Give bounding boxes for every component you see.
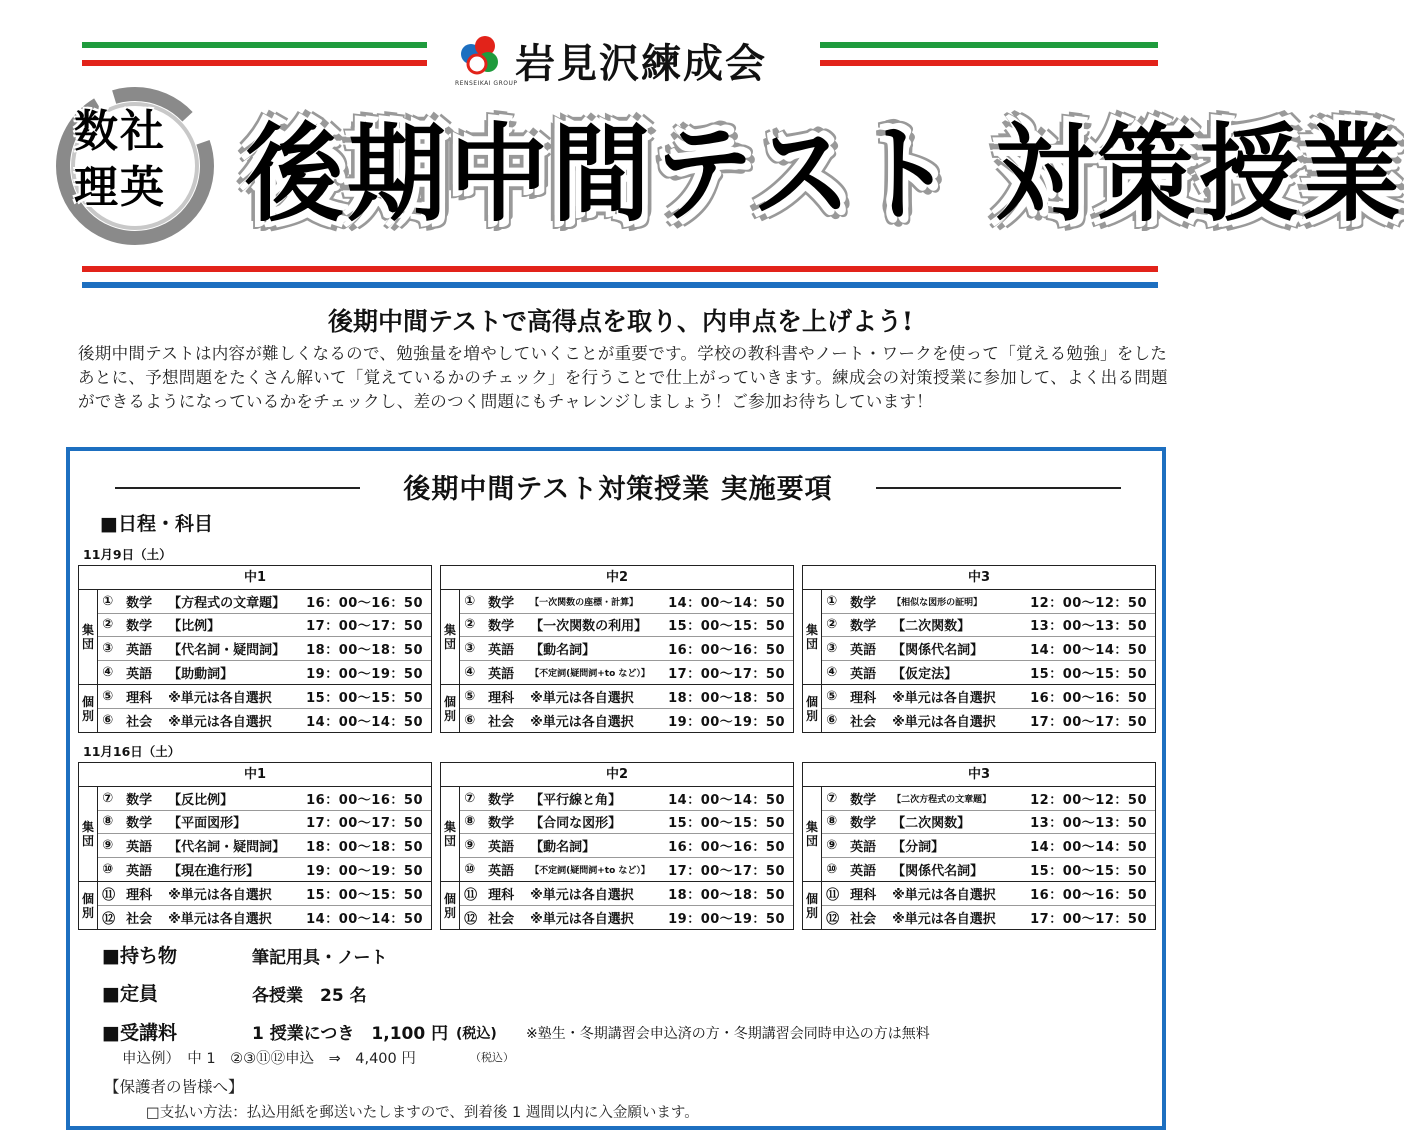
lesson-unit: ※単元は各自選択 bbox=[892, 714, 996, 730]
grade-header: 中3 bbox=[803, 763, 1155, 787]
lesson-time: 19：00～19：50 bbox=[306, 666, 423, 682]
lesson-time: 15：00～15：50 bbox=[306, 690, 423, 706]
lesson-time: 12：00～12：50 bbox=[1030, 595, 1147, 611]
lesson-time: 15：00～15：50 bbox=[668, 816, 785, 832]
lesson-unit: ※単元は各自選択 bbox=[168, 714, 272, 730]
org-logo bbox=[455, 30, 795, 90]
lesson-subject: 英語 bbox=[126, 839, 153, 855]
lesson-rows bbox=[460, 590, 793, 684]
lesson-subject: 社会 bbox=[850, 911, 877, 927]
lesson-row bbox=[460, 685, 793, 709]
individual-side-label: 個 別 bbox=[79, 685, 98, 732]
group-side-label: 集 団 bbox=[803, 787, 822, 881]
individual-lessons bbox=[803, 881, 1155, 929]
lesson-time: 17：00～17：50 bbox=[668, 666, 785, 682]
lesson-unit: ※単元は各自選択 bbox=[530, 911, 634, 927]
lesson-number: ④ bbox=[826, 664, 838, 680]
lesson-row bbox=[822, 906, 1155, 930]
lesson-subject: 社会 bbox=[126, 714, 153, 730]
lesson-time: 17：00～17：50 bbox=[1030, 714, 1147, 730]
lesson-number: ③ bbox=[464, 640, 476, 656]
group-lessons bbox=[803, 787, 1155, 881]
lesson-time: 13：00～13：50 bbox=[1030, 816, 1147, 832]
lesson-row bbox=[98, 811, 431, 835]
lesson-time: 14：00～14：50 bbox=[668, 792, 785, 808]
lesson-unit: 【分詞】 bbox=[892, 839, 945, 855]
lesson-time: 16：00～16：50 bbox=[1030, 887, 1147, 903]
lesson-row bbox=[822, 811, 1155, 835]
lesson-subject: 理科 bbox=[126, 887, 153, 903]
lesson-unit: 【代名詞・疑問詞】 bbox=[168, 839, 286, 855]
header-stripe-red-left bbox=[82, 60, 427, 66]
schedule-table bbox=[802, 762, 1156, 930]
lesson-unit: 【合同な図形】 bbox=[530, 816, 622, 832]
lesson-number: ⑦ bbox=[464, 790, 476, 806]
lesson-number: ② bbox=[102, 617, 114, 633]
lesson-subject: 英語 bbox=[488, 839, 515, 855]
lesson-row bbox=[822, 858, 1155, 882]
lesson-row bbox=[98, 858, 431, 882]
capacity-value: 各授業 25 名 bbox=[252, 986, 367, 1006]
group-side-label: 集 団 bbox=[803, 590, 822, 684]
lesson-time: 17：00～17：50 bbox=[668, 863, 785, 879]
lesson-rows bbox=[98, 787, 431, 881]
lesson-subject: 英語 bbox=[850, 666, 877, 682]
individual-side-label: 個 別 bbox=[441, 882, 460, 929]
lesson-row bbox=[460, 882, 793, 906]
grade-header: 中1 bbox=[79, 566, 431, 590]
lesson-number: ⑦ bbox=[102, 790, 114, 806]
group-lessons bbox=[441, 590, 793, 684]
lesson-row bbox=[822, 590, 1155, 614]
lesson-number: ⑧ bbox=[464, 814, 476, 830]
lesson-time: 15：00～15：50 bbox=[1030, 863, 1147, 879]
lesson-number: ① bbox=[464, 593, 476, 609]
lesson-unit: 【動名詞】 bbox=[530, 839, 596, 855]
header-stripe-green-left bbox=[82, 42, 427, 48]
lesson-subject: 英語 bbox=[850, 642, 877, 658]
lesson-rows bbox=[460, 787, 793, 881]
lesson-unit: 【不定詞(疑問詞+to など）】 bbox=[530, 865, 650, 876]
lesson-row bbox=[460, 906, 793, 930]
group-side-label: 集 団 bbox=[79, 787, 98, 881]
lesson-time: 19：00～19：50 bbox=[306, 863, 423, 879]
lesson-number: ⑪ bbox=[464, 887, 478, 903]
lesson-time: 18：00～18：50 bbox=[306, 839, 423, 855]
lesson-time: 12：00～12：50 bbox=[1030, 792, 1147, 808]
lesson-subject: 数学 bbox=[850, 792, 877, 808]
lesson-time: 16：00～16：50 bbox=[306, 792, 423, 808]
lesson-unit: 【比例】 bbox=[168, 619, 221, 635]
lesson-row bbox=[98, 834, 431, 858]
fee-tax: (税込) bbox=[456, 1026, 497, 1042]
lesson-number: ⑪ bbox=[102, 887, 116, 903]
lesson-number: ② bbox=[826, 617, 838, 633]
lesson-time: 16：00～16：50 bbox=[668, 839, 785, 855]
schedule-table bbox=[440, 762, 794, 930]
lesson-unit: 【相似な図形の証明】 bbox=[892, 597, 983, 608]
lesson-subject: 数学 bbox=[488, 595, 515, 611]
lesson-number: ⑩ bbox=[102, 861, 114, 877]
lesson-unit: ※単元は各自選択 bbox=[530, 887, 634, 903]
lesson-number: ⑫ bbox=[102, 911, 116, 927]
lesson-number: ⑫ bbox=[826, 911, 840, 927]
fee-label: ■受講料 bbox=[102, 1022, 177, 1044]
lesson-time: 17：00～17：50 bbox=[306, 816, 423, 832]
lesson-subject: 英語 bbox=[126, 863, 153, 879]
lesson-row bbox=[460, 661, 793, 685]
group-side-label: 集 団 bbox=[79, 590, 98, 684]
lesson-unit: 【二次方程式の文章題】 bbox=[892, 794, 992, 805]
lesson-subject: 数学 bbox=[126, 595, 153, 611]
lesson-unit: 【関係代名詞】 bbox=[892, 642, 984, 658]
individual-side-label: 個 別 bbox=[803, 685, 822, 732]
page-title: 後期中間テスト 対策授業 bbox=[245, 113, 1404, 236]
lesson-number: ⑧ bbox=[102, 814, 114, 830]
lesson-subject: 数学 bbox=[126, 792, 153, 808]
lesson-time: 16：00～16：50 bbox=[668, 642, 785, 658]
lesson-row bbox=[98, 709, 431, 733]
lesson-unit: 【一次関数の利用】 bbox=[530, 619, 648, 635]
lesson-time: 17：00～17：50 bbox=[1030, 911, 1147, 927]
capacity-label: ■定員 bbox=[102, 983, 158, 1005]
lesson-rows bbox=[822, 685, 1155, 732]
lesson-time: 15：00～15：50 bbox=[668, 619, 785, 635]
lesson-unit: 【平面図形】 bbox=[168, 816, 247, 832]
lesson-unit: ※単元は各自選択 bbox=[892, 911, 996, 927]
lesson-subject: 理科 bbox=[850, 690, 877, 706]
lesson-time: 18：00～18：50 bbox=[668, 887, 785, 903]
lesson-rows bbox=[460, 685, 793, 732]
lesson-subject: 英語 bbox=[488, 863, 515, 879]
fee-note: ※塾生・冬期講習会申込済の方・冬期講習会同時申込の方は無料 bbox=[526, 1026, 930, 1042]
lesson-number: ⑩ bbox=[826, 861, 838, 877]
individual-side-label: 個 別 bbox=[803, 882, 822, 929]
details-heading bbox=[115, 467, 1121, 507]
date-label-day1: 11月9日（土） bbox=[83, 547, 172, 562]
grade-header: 中3 bbox=[803, 566, 1155, 590]
lesson-row bbox=[460, 637, 793, 661]
guardian-label: 【保護者の皆様へ】 bbox=[104, 1078, 244, 1096]
org-name: 岩見沢練成会 bbox=[515, 41, 767, 87]
lesson-number: ④ bbox=[102, 664, 114, 680]
org-sub: RENSEIKAI GROUP bbox=[455, 80, 518, 87]
lesson-row bbox=[98, 787, 431, 811]
schedule-table bbox=[440, 565, 794, 733]
lesson-row bbox=[822, 834, 1155, 858]
grade-header: 中2 bbox=[441, 763, 793, 787]
lesson-unit: 【反比例】 bbox=[168, 792, 234, 808]
schedule-table bbox=[78, 565, 432, 733]
lesson-subject: 英語 bbox=[126, 642, 153, 658]
group-lessons bbox=[79, 590, 431, 684]
header-stripe-red-bottom bbox=[82, 266, 1158, 272]
lesson-time: 15：00～15：50 bbox=[306, 887, 423, 903]
lesson-subject: 理科 bbox=[850, 887, 877, 903]
lesson-number: ⑤ bbox=[464, 688, 476, 704]
group-lessons bbox=[441, 787, 793, 881]
individual-lessons bbox=[441, 881, 793, 929]
lesson-unit: 【代名詞・疑問詞】 bbox=[168, 642, 286, 658]
lesson-number: ① bbox=[102, 593, 114, 609]
lesson-unit: ※単元は各自選択 bbox=[168, 911, 272, 927]
lesson-rows bbox=[822, 590, 1155, 684]
date-label-day2: 11月16日（土） bbox=[83, 744, 181, 759]
lesson-unit: ※単元は各自選択 bbox=[168, 887, 272, 903]
lesson-subject: 社会 bbox=[488, 911, 515, 927]
lesson-subject: 社会 bbox=[488, 714, 515, 730]
lesson-rows bbox=[822, 787, 1155, 881]
header-stripe-blue-bottom bbox=[82, 282, 1158, 288]
lesson-row bbox=[460, 787, 793, 811]
belongings-label: ■持ち物 bbox=[102, 945, 177, 967]
lesson-unit: 【平行線と角】 bbox=[530, 792, 622, 808]
lesson-number: ⑩ bbox=[464, 861, 476, 877]
lesson-time: 19：00～19：50 bbox=[668, 714, 785, 730]
schedule-label: ■日程・科目 bbox=[100, 513, 213, 535]
individual-lessons bbox=[803, 684, 1155, 732]
lesson-unit: ※単元は各自選択 bbox=[530, 714, 634, 730]
lesson-number: ⑪ bbox=[826, 887, 840, 903]
lesson-time: 14：00～14：50 bbox=[668, 595, 785, 611]
belongings-value: 筆記用具・ノート bbox=[252, 948, 388, 968]
lesson-subject: 理科 bbox=[126, 690, 153, 706]
subject-badge: 数社 理英 bbox=[74, 106, 166, 213]
lesson-unit: 【不定詞(疑問詞+to など）】 bbox=[530, 668, 650, 679]
lesson-subject: 英語 bbox=[126, 666, 153, 682]
lesson-number: ③ bbox=[102, 640, 114, 656]
lesson-number: ① bbox=[826, 593, 838, 609]
lesson-subject: 数学 bbox=[126, 619, 153, 635]
group-side-label: 集 団 bbox=[441, 787, 460, 881]
lesson-row bbox=[822, 637, 1155, 661]
group-side-label: 集 団 bbox=[441, 590, 460, 684]
lesson-time: 17：00～17：50 bbox=[306, 619, 423, 635]
lesson-subject: 英語 bbox=[850, 863, 877, 879]
lesson-row bbox=[98, 882, 431, 906]
individual-lessons bbox=[79, 881, 431, 929]
lesson-row bbox=[98, 614, 431, 638]
lesson-number: ⑧ bbox=[826, 814, 838, 830]
individual-side-label: 個 別 bbox=[79, 882, 98, 929]
lesson-row bbox=[460, 858, 793, 882]
lesson-row bbox=[98, 906, 431, 930]
subtitle: 後期中間テストで高得点を取り、内申点を上げよう! bbox=[328, 307, 913, 336]
example-tax: （税込） bbox=[470, 1051, 514, 1064]
lesson-rows bbox=[98, 685, 431, 732]
lesson-subject: 数学 bbox=[850, 816, 877, 832]
lesson-unit: ※単元は各自選択 bbox=[168, 690, 272, 706]
example-text: 申込例） 中 1 ②③⑪⑫申込 ⇒ 4,400 円 bbox=[122, 1051, 416, 1067]
lesson-row bbox=[460, 709, 793, 733]
lesson-row bbox=[822, 709, 1155, 733]
lesson-row bbox=[98, 661, 431, 685]
lesson-number: ⑨ bbox=[102, 837, 114, 853]
lesson-unit: ※単元は各自選択 bbox=[892, 690, 996, 706]
lesson-subject: 数学 bbox=[488, 792, 515, 808]
lesson-unit: 【方程式の文章題】 bbox=[168, 595, 286, 611]
lesson-time: 14：00～14：50 bbox=[306, 714, 423, 730]
lesson-number: ⑥ bbox=[464, 712, 476, 728]
lesson-row bbox=[822, 614, 1155, 638]
grade-header: 中2 bbox=[441, 566, 793, 590]
lesson-subject: 英語 bbox=[850, 839, 877, 855]
lesson-time: 15：00～15：50 bbox=[1030, 666, 1147, 682]
header-stripe-red-right bbox=[820, 60, 1158, 66]
lesson-time: 14：00～14：50 bbox=[1030, 642, 1147, 658]
lesson-unit: ※単元は各自選択 bbox=[530, 690, 634, 706]
lesson-subject: 社会 bbox=[126, 911, 153, 927]
lesson-rows bbox=[98, 882, 431, 929]
lesson-number: ② bbox=[464, 617, 476, 633]
lesson-unit: 【二次関数】 bbox=[892, 619, 971, 635]
lesson-time: 14：00～14：50 bbox=[1030, 839, 1147, 855]
lesson-subject: 数学 bbox=[850, 595, 877, 611]
lesson-time: 18：00～18：50 bbox=[668, 690, 785, 706]
lesson-row bbox=[460, 614, 793, 638]
lesson-rows bbox=[98, 590, 431, 684]
lesson-subject: 理科 bbox=[488, 887, 515, 903]
lesson-time: 16：00～16：50 bbox=[1030, 690, 1147, 706]
lesson-row bbox=[98, 685, 431, 709]
header-stripe-green-right bbox=[820, 42, 1158, 48]
lesson-row bbox=[822, 661, 1155, 685]
individual-lessons bbox=[441, 684, 793, 732]
lesson-rows bbox=[822, 882, 1155, 929]
fee-value: 1 授業につき 1,100 円 bbox=[252, 1024, 449, 1044]
lesson-number: ⑥ bbox=[826, 712, 838, 728]
lesson-subject: 社会 bbox=[850, 714, 877, 730]
lesson-rows bbox=[460, 882, 793, 929]
details-box bbox=[66, 447, 1166, 1130]
lesson-unit: 【動名詞】 bbox=[530, 642, 596, 658]
lesson-row bbox=[460, 590, 793, 614]
lesson-row bbox=[460, 834, 793, 858]
lesson-unit: 【助動詞】 bbox=[168, 666, 234, 682]
lesson-subject: 英語 bbox=[488, 642, 515, 658]
lesson-unit: 【一次関数の座標・計算】 bbox=[530, 597, 639, 608]
group-lessons bbox=[79, 787, 431, 881]
lesson-number: ⑦ bbox=[826, 790, 838, 806]
lesson-time: 16：00～16：50 bbox=[306, 595, 423, 611]
individual-side-label: 個 別 bbox=[441, 685, 460, 732]
lesson-number: ⑨ bbox=[826, 837, 838, 853]
lesson-subject: 数学 bbox=[488, 619, 515, 635]
lesson-row bbox=[98, 637, 431, 661]
lesson-number: ⑤ bbox=[826, 688, 838, 704]
lesson-time: 13：00～13：50 bbox=[1030, 619, 1147, 635]
lesson-subject: 英語 bbox=[488, 666, 515, 682]
schedule-table bbox=[802, 565, 1156, 733]
schedule-table bbox=[78, 762, 432, 930]
lesson-subject: 数学 bbox=[126, 816, 153, 832]
lesson-unit: 【現在進行形】 bbox=[168, 863, 260, 879]
payment-text: □支払い方法：払込用紙を郵送いたしますので、到着後 1 週間以内に入金願います。 bbox=[146, 1105, 699, 1121]
lesson-subject: 数学 bbox=[850, 619, 877, 635]
lesson-row bbox=[822, 685, 1155, 709]
details-heading-text: 後期中間テスト対策授業 実施要項 bbox=[403, 474, 833, 505]
lesson-number: ⑫ bbox=[464, 911, 478, 927]
lesson-number: ⑨ bbox=[464, 837, 476, 853]
group-lessons bbox=[803, 590, 1155, 684]
lesson-unit: 【仮定法】 bbox=[892, 666, 958, 682]
lesson-time: 14：00～14：50 bbox=[306, 911, 423, 927]
lesson-subject: 数学 bbox=[488, 816, 515, 832]
lesson-row bbox=[822, 787, 1155, 811]
intro-paragraph: 後期中間テストは内容が難しくなるので、勉強量を増やしていくことが重要です。学校の教科書やノート・ワークを使って「覚える勉強」をしたあとに、予想問題をたくさん解いて「覚えているかのチェック」を行うことで仕上がっていきます。練成会の対策授業に参加して、よく出る問題ができるようになっているかをチェックし、差のつく問題にもチャレンジしましょう！ご参加お待ちしています！ bbox=[78, 344, 1168, 411]
lesson-row bbox=[98, 590, 431, 614]
lesson-number: ③ bbox=[826, 640, 838, 656]
lesson-time: 19：00～19：50 bbox=[668, 911, 785, 927]
lesson-unit: 【関係代名詞】 bbox=[892, 863, 984, 879]
grade-header: 中1 bbox=[79, 763, 431, 787]
lesson-unit: 【二次関数】 bbox=[892, 816, 971, 832]
lesson-number: ⑤ bbox=[102, 688, 114, 704]
lesson-row bbox=[460, 811, 793, 835]
lesson-row bbox=[822, 882, 1155, 906]
lesson-number: ④ bbox=[464, 664, 476, 680]
lesson-unit: ※単元は各自選択 bbox=[892, 887, 996, 903]
lesson-time: 18：00～18：50 bbox=[306, 642, 423, 658]
lesson-number: ⑥ bbox=[102, 712, 114, 728]
heading-rule-right bbox=[876, 487, 1121, 489]
lesson-subject: 理科 bbox=[488, 690, 515, 706]
individual-lessons bbox=[79, 684, 431, 732]
